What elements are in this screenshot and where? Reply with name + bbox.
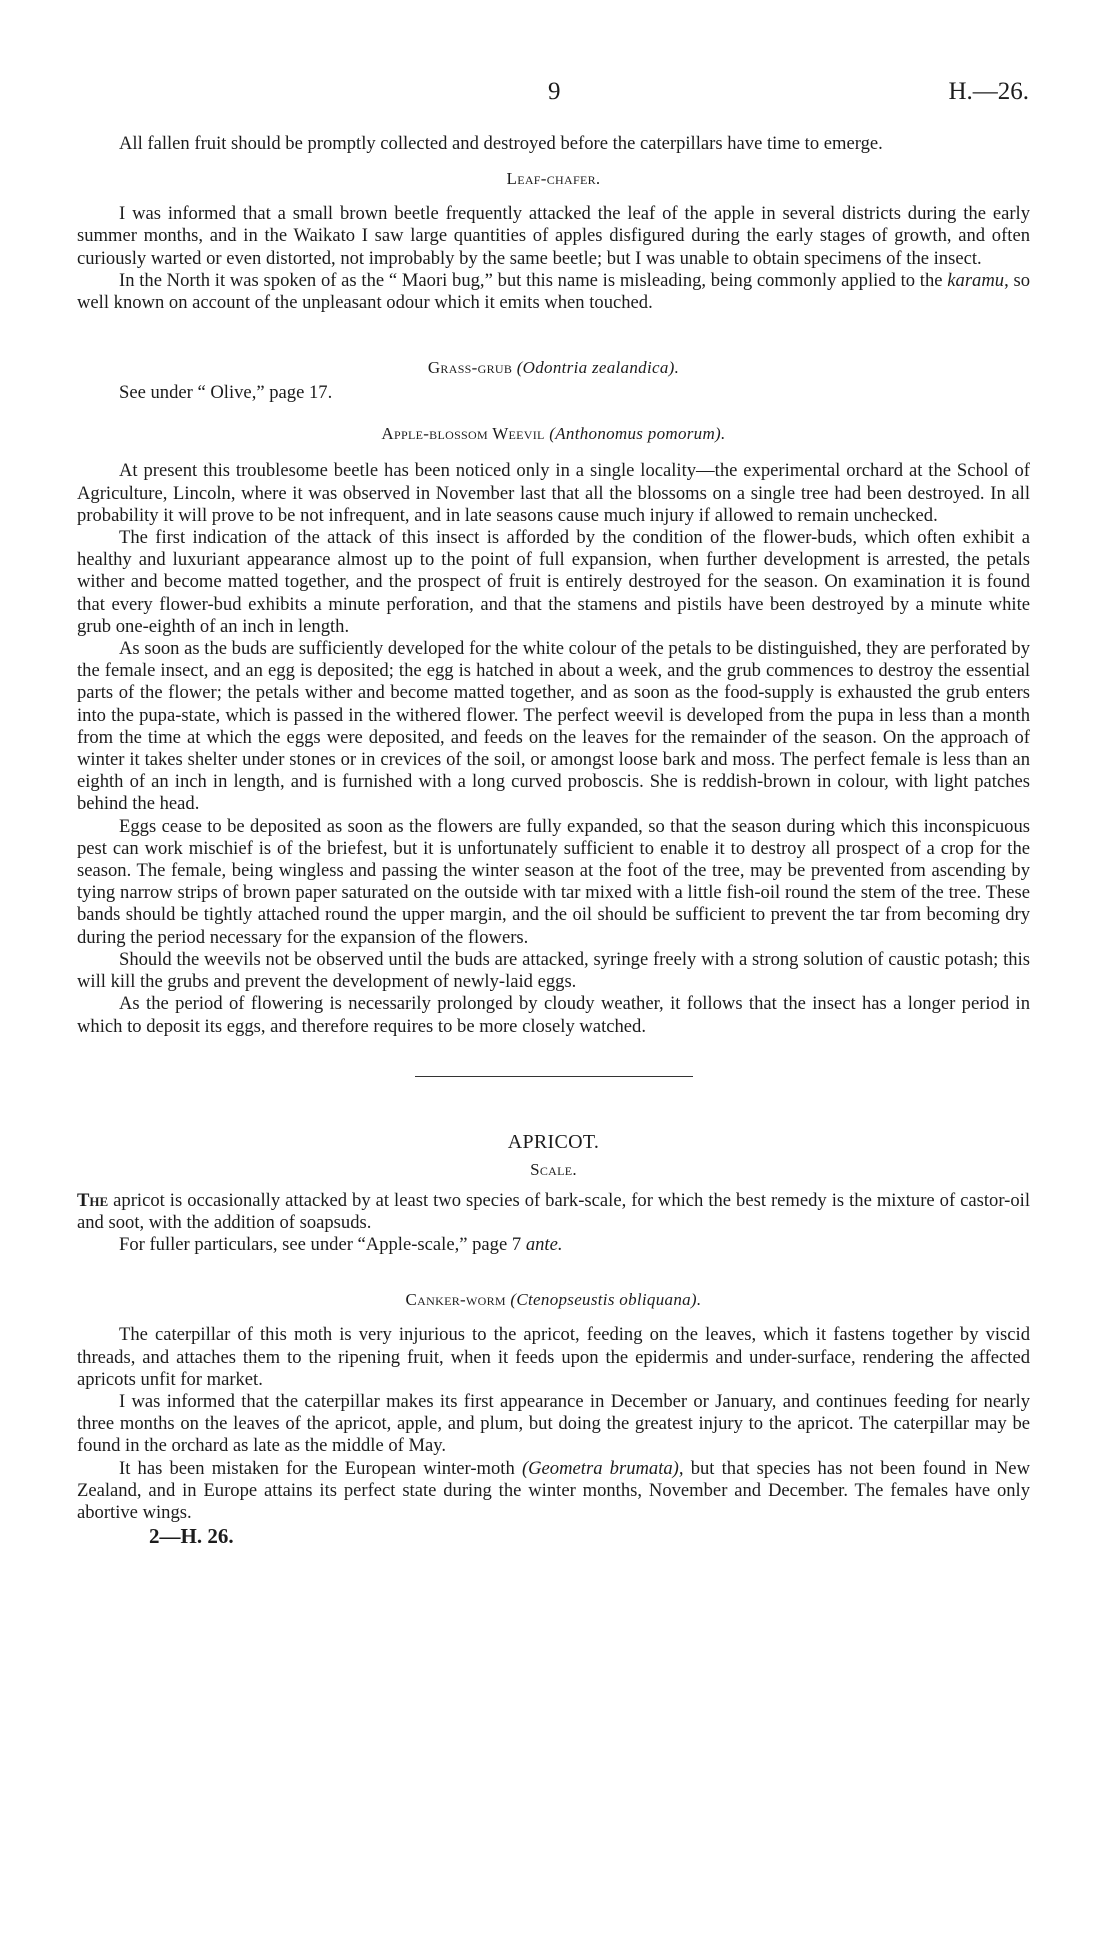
page-number: 9 bbox=[548, 78, 561, 105]
fallen-fruit-paragraph: All fallen fruit should be promptly collected and destroyed before the caterpillars have time to emerge. bbox=[119, 133, 883, 154]
canker-worm-heading: Canker-worm (Ctenopseustis obliquana). bbox=[405, 1290, 702, 1310]
leaf-chafer-paragraph-1: I was informed that a small brown beetle frequently attacked the leaf of the apple in several districts during the early summer months, and in the Waikato I saw large quantities of apples disfigured during the early stages of growth, and often curiously warted or even distorted, not improbably by the same beetle; but I was unable to obtain specimens of the insect. bbox=[77, 203, 1030, 269]
weevil-paragraph-1: At present this troublesome beetle has been noticed only in a single locality—the experimental orchard at the School of Agriculture, Lincoln, where it was observed in November last that all the blossoms on a single tree had been destroyed. In all probability it will prove to be not infrequent, and in late seasons cause much injury if allowed to remain unchecked. bbox=[77, 460, 1030, 526]
page-header bbox=[0, 78, 1114, 108]
canker-worm-paragraph-1: The caterpillar of this moth is very injurious to the apricot, feeding on the leaves, which it fastens together by viscid threads, and attaches them to the ripening fruit, when it feeds upon the epidermis and under-surface, rendering the affected apricots unfit for market. bbox=[77, 1324, 1030, 1390]
page-body bbox=[77, 133, 1030, 1549]
weevil-paragraph-4: Eggs cease to be deposited as soon as the flowers are fully expanded, so that the season during which this inconspicuous pest can work mischief is of the briefest, but it is unfortunately sufficient to enable it to destroy all prospect of a crop for the season. The female, being wingless and passing the winter season at the foot of the tree, may be prevented from ascending by tying narrow strips of brown paper saturated on the outside with tar mixed with a little fish-oil round the stem of the tree. These bands should be tightly attached round the upper margin, and the oil should be sufficient to prevent the tar from becoming dry during the period necessary for the expansion of the flowers. bbox=[77, 815, 1030, 948]
apricot-title: APRICOT. bbox=[507, 1130, 600, 1153]
canker-worm-paragraph-2: I was informed that the caterpillar makes its first appearance in December or January, and continues feeding for nearly three months on the leaves of the apricot, apple, and plum, but doing the greatest injury to the apricot. The caterpillar may be found in the orchard as late as the middle of May. bbox=[77, 1390, 1030, 1457]
scale-paragraph-1: The apricot is occasionally attacked by at least two species of bark-scale, for which the best remedy is the mixture of castor-oil and soot, with the addition of soapsuds. bbox=[77, 1189, 1030, 1233]
weevil-paragraph-5: Should the weevils not be observed until the buds are attacked, syringe freely with a strong solution of caustic potash; this will kill the grubs and prevent the development of newly-laid eggs. bbox=[77, 948, 1030, 993]
leaf-chafer-heading: Leaf-chafer. bbox=[506, 169, 601, 189]
grass-grub-heading: Grass-grub (Odontria zealandica). bbox=[427, 358, 680, 378]
weevil-heading: Apple-blossom Weevil (Anthonomus pomorum). bbox=[381, 424, 726, 444]
grass-grub-see-reference: See under “ Olive,” page 17. bbox=[119, 382, 333, 404]
scale-paragraph-2: For fuller particulars, see under “Apple-scale,” page 7 ante. bbox=[119, 1234, 563, 1256]
document-reference: H.—26. bbox=[948, 78, 1029, 105]
weevil-paragraph-3: As soon as the buds are sufficiently developed for the white colour of the petals to be distinguished, they are perforated by the female insect, and an egg is deposited; the egg is hatched in about a week, and the grub commences to destroy the essential parts of the flower; the petals wither and become matted together, and as soon as the food-supply is exhausted the grub enters into the pupa-state, which is passed in the withered flower. The perfect weevil is developed from the pupa in less than a month from the time at which the eggs were deposited, and feeds on the leaves for the remainder of the season. On the approach of winter it takes shelter under stones or in crevices of the soil, or amongst loose bark and moss. The perfect female is less than an eighth of an inch in length, and is furnished with a long curved proboscis. She is reddish-brown in colour, with light patches behind the head. bbox=[77, 638, 1030, 815]
weevil-paragraph-6: As the period of flowering is necessarily prolonged by cloudy weather, it follows that the insect has a longer period in which to deposit its eggs, and therefore requires to be more closely watched. bbox=[77, 993, 1030, 1037]
leaf-chafer-paragraph-2: In the North it was spoken of as the “ Maori bug,” but this name is misleading, being commonly applied to the karamu, so well known on account of the unpleasant odour which it emits when touched. bbox=[77, 269, 1030, 314]
canker-worm-paragraph-3: It has been mistaken for the European winter-moth (Geometra brumata), but that species has not been found in New Zealand, and in Europe attains its perfect state during the winter months, November and December. The females have only abortive wings. bbox=[77, 1457, 1030, 1523]
weevil-paragraph-2: The first indication of the attack of this insect is afforded by the condition of the flower-buds, which often exhibit a healthy and luxuriant appearance almost up to the point of full expansion, when further development is arrested, the petals wither and become matted together, and the prospect of fruit is entirely destroyed for the season. On examination it is found that every flower-bud exhibits a minute perforation, and that the stamens and pistils have been destroyed by a minute white grub one-eighth of an inch in length. bbox=[77, 527, 1030, 637]
footer-signature: 2—H. 26. bbox=[149, 1524, 234, 1549]
scale-heading: Scale. bbox=[530, 1159, 577, 1179]
